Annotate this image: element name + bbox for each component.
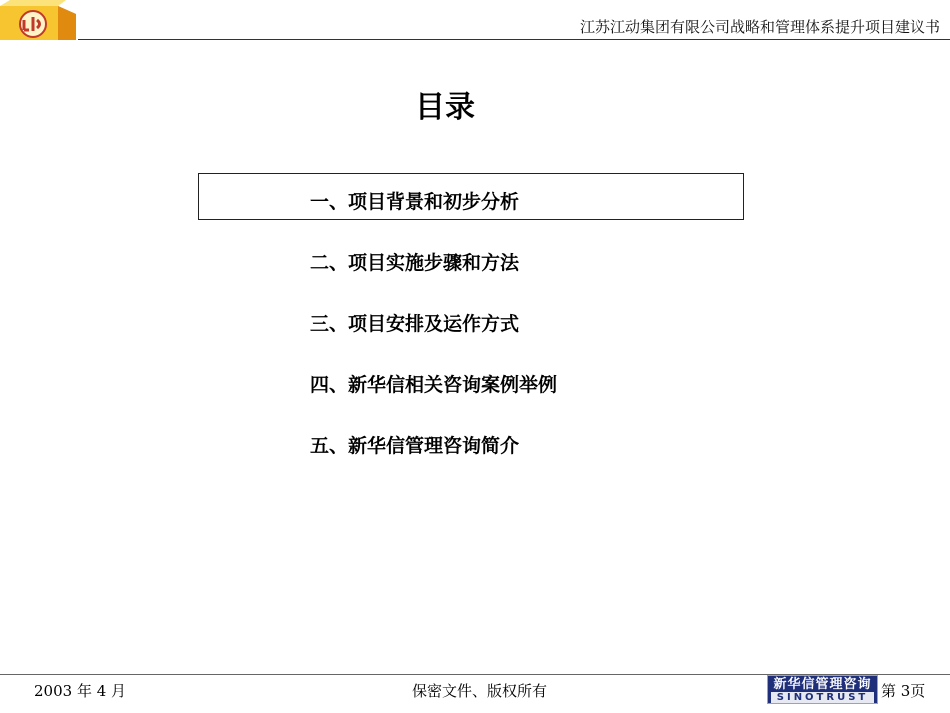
toc-item-1[interactable]: 一、项目背景和初步分析 [310, 191, 520, 213]
document-header-title: 江苏江动集团有限公司战略和管理体系提升项目建议书 [579, 18, 940, 36]
jd-company-logo-icon [0, 0, 76, 40]
sinotrust-logo-en: SINOTRUST [771, 692, 874, 703]
sinotrust-logo [767, 675, 878, 704]
slide-title: 目录 [415, 90, 475, 125]
header-divider [78, 39, 950, 40]
toc-item-4[interactable]: 四、新华信相关咨询案例举例 [310, 374, 558, 396]
sinotrust-logo-cn: 新华信管理咨询 [773, 677, 872, 692]
toc-item-5[interactable]: 五、新华信管理咨询简介 [310, 435, 520, 457]
toc-item-2[interactable]: 二、项目实施步骤和方法 [310, 252, 520, 274]
page-number: 第 3页 [881, 682, 926, 700]
footer-confidential-notice: 保密文件、版权所有 [412, 682, 548, 700]
company-logo [0, 0, 76, 40]
footer-date: 2003 年 4 月 [34, 682, 127, 700]
toc-item-3[interactable]: 三、项目安排及运作方式 [310, 313, 520, 335]
